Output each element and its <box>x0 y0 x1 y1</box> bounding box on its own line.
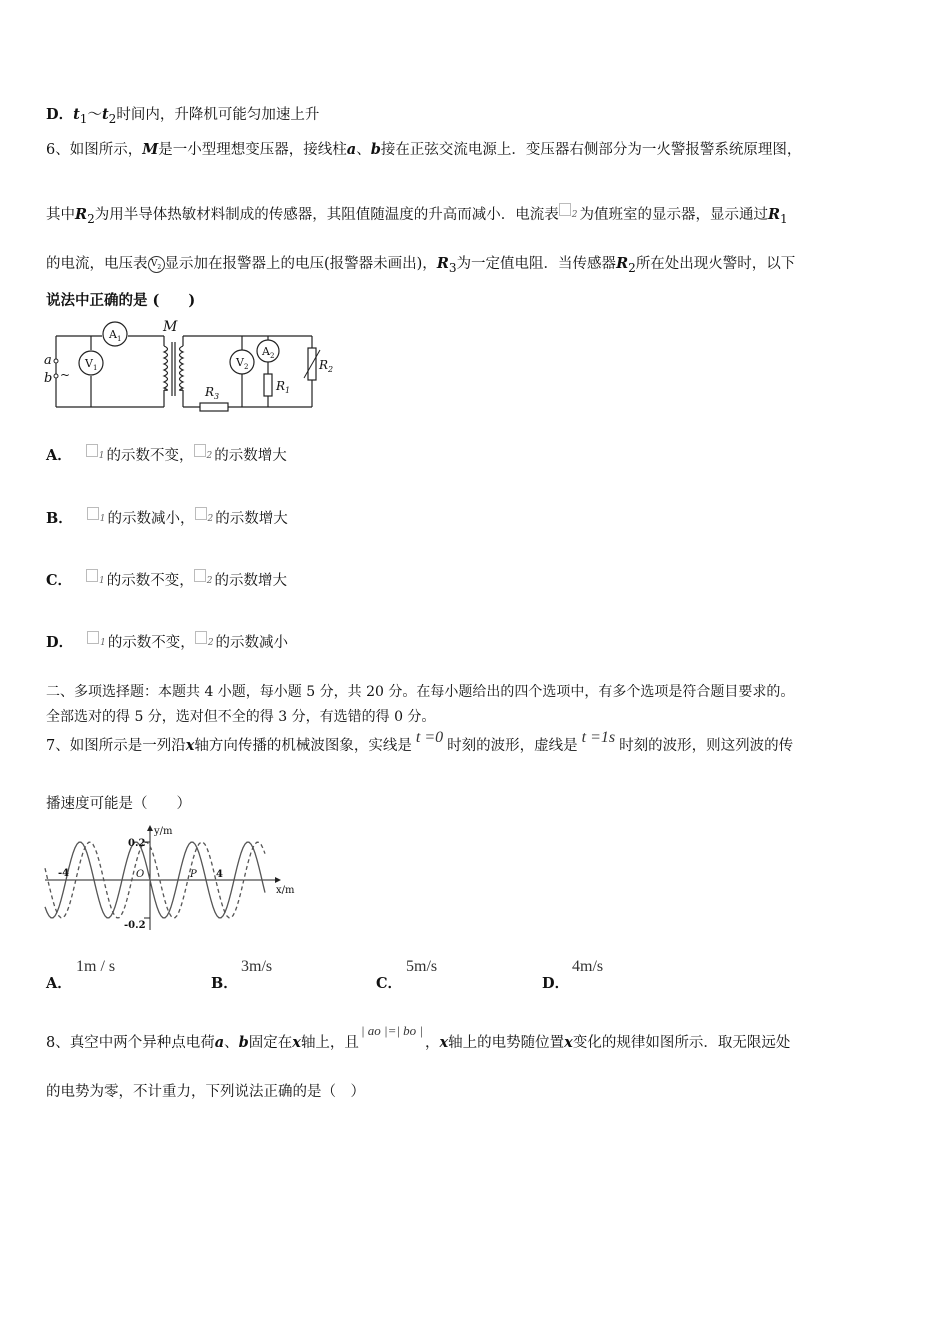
svg-text:V1: $V_1$ <box>85 357 98 372</box>
label-m: M <box>163 319 178 335</box>
section2-line-2: 全部选对的得 5 分，选对但不全的得 3 分，有选错的得 0 分。 <box>46 709 436 725</box>
point-p-label: P <box>190 869 197 880</box>
q7-wave-graph <box>40 820 310 935</box>
q8-line-2: 的电势为零，不计重力，下列说法正确的是（ ） <box>46 1084 365 1100</box>
svg-text:A2: $A_2$ <box>262 345 275 360</box>
meter-placeholder-icon <box>194 444 206 457</box>
voltmeter-v2-circuit-icon <box>230 350 254 374</box>
q7-line-2: 播速度可能是（ ） <box>46 796 191 812</box>
ammeter-placeholder-icon <box>559 203 571 216</box>
q8-line-1: 8、真空中两个异种点电荷a、b固定在x轴上，且| ao |=| bo |，x轴上的电势随位置x变化的规律如图所示．取无限远处 <box>46 1023 791 1051</box>
terminal-b <box>54 374 58 378</box>
svg-text:V2: $V_2$ <box>236 356 249 371</box>
ac-source-icon: ~ <box>60 368 71 382</box>
q6-option-d[interactable]: D． $^1$ 的示数不变， $^2$ 的示数减小 <box>46 631 288 652</box>
label-r3: $R_3$ <box>205 385 220 401</box>
label-b: b <box>44 371 53 386</box>
ammeter-a2-icon <box>257 340 279 362</box>
voltmeter-v2-icon: $V_2$ <box>148 256 165 273</box>
resistor-r1 <box>264 374 272 396</box>
q6-option-b[interactable]: B． $^1$ 的示数减小， $^2$ 的示数增大 <box>46 507 288 528</box>
meter-placeholder-icon <box>87 507 99 520</box>
tick-neg-0.2: -0.2 <box>124 920 146 931</box>
q6-line-3: 的电流，电压表 $V_2$ 显示加在报警器上的电压(报警器未画出)，$R_3$为一定值电阻．当传感器$R_2$所在处出现火警时，以下 <box>46 255 796 275</box>
resistor-r3 <box>200 403 228 411</box>
svg-text:A1: $A_1$ <box>109 328 122 343</box>
label-r1: $R_1$ <box>276 379 291 395</box>
y-axis-label: y/m <box>154 826 173 837</box>
q6-circuit-diagram <box>40 316 340 416</box>
terminal-a <box>54 359 58 363</box>
meter-placeholder-icon <box>195 507 207 520</box>
meter-placeholder-icon <box>194 569 206 582</box>
q6-line-1: 6、如图所示，M是一小型理想变压器，接线柱a、b接在正弦交流电源上．变压器右侧部分为一火警报警系统原理图， <box>46 141 802 158</box>
section2-line-1: 二、多项选择题：本题共 4 小题，每小题 5 分，共 20 分。在每小题给出的四个选项中，有多个选项是符合题目要求的。 <box>46 684 795 700</box>
voltmeter-v1-icon <box>79 351 103 375</box>
meter-placeholder-icon <box>86 569 98 582</box>
tick-neg-4: -4 <box>58 868 70 879</box>
q6-option-a[interactable]: A． $^1$ 的示数不变， $^2$ 的示数增大 <box>46 444 287 465</box>
q6-option-c[interactable]: C． $^1$ 的示数不变， $^2$ 的示数增大 <box>46 569 287 590</box>
q6-line-2: 其中$R_2$为用半导体热敏材料制成的传感器，其阻值随温度的升高而减小．电流表 $^2$ 为值班室的显示器，显示通过$R_1$ <box>46 203 788 226</box>
tick-0.2: 0.2 <box>128 838 146 849</box>
meter-placeholder-icon <box>86 444 98 457</box>
q5-option-d: D．$t_1\sim t_2$时间内，升降机可能匀加速上升 <box>46 106 320 126</box>
ammeter-a1-icon <box>103 322 127 346</box>
meter-placeholder-icon <box>195 631 207 644</box>
tick-4: 4 <box>216 869 223 880</box>
origin-label: O <box>136 869 145 880</box>
label-a: a <box>44 353 52 368</box>
meter-placeholder-icon <box>87 631 99 644</box>
q7-line-1: 7、如图所示是一列沿x轴方向传播的机械波图象，实线是 t =0 时刻的波形，虚线是 t =1s 时刻的波形，则这列波的传 <box>46 729 794 754</box>
label-r2: $R_2$ <box>319 358 334 374</box>
q6-line-4: 说法中正确的是 ( ) <box>46 292 196 309</box>
x-axis-label: x/m <box>276 885 295 896</box>
